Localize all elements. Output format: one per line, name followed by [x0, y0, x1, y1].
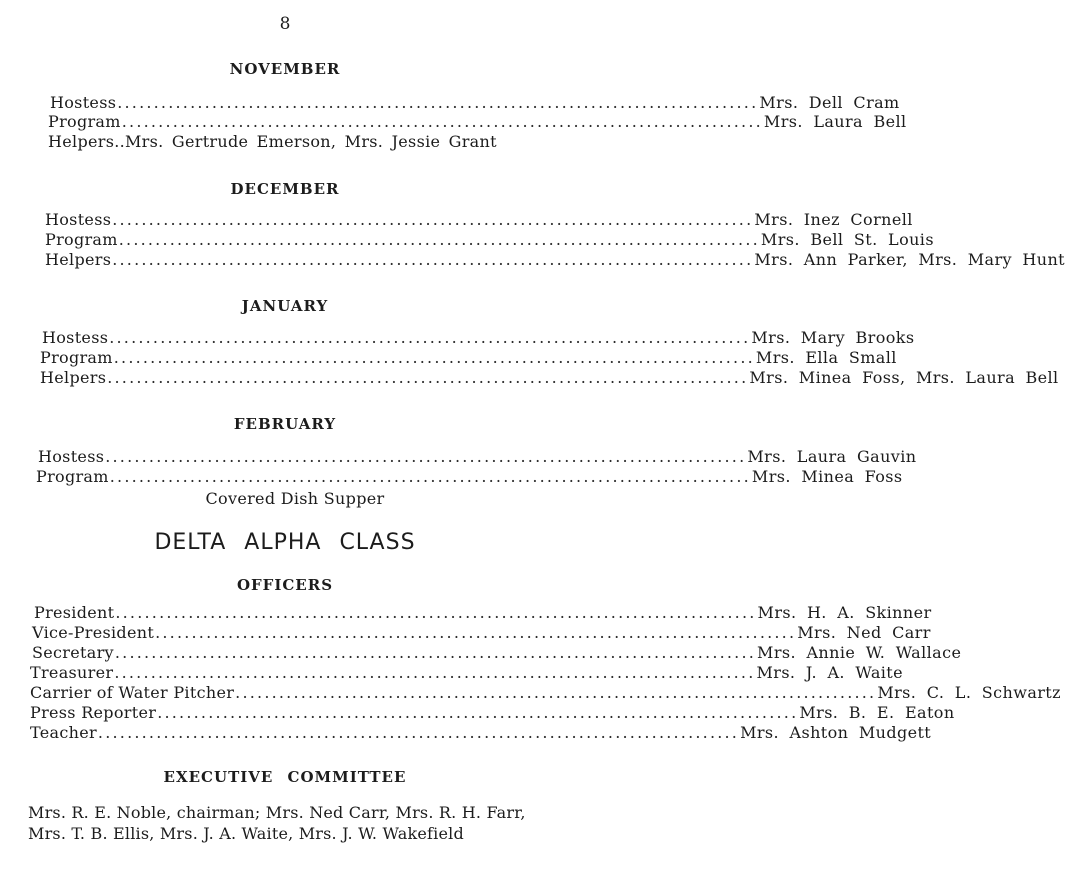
november-heading: NOVEMBER [229, 60, 341, 78]
role-label: Secretary [32, 643, 114, 662]
december-program [45, 230, 934, 249]
class-title: DELTA ALPHA CLASS [154, 530, 416, 555]
person-name: Mrs. Laura Gauvin [747, 447, 917, 466]
role-label: Hostess [50, 93, 117, 112]
leader-dots: ........................................................................................ [115, 603, 757, 622]
role-label: Program [45, 230, 118, 249]
november-hostess [50, 93, 900, 112]
leader-dots: ........................................................................................ [117, 93, 759, 112]
role-label: Helpers [40, 368, 107, 387]
leader-dots: ........................................................................................ [118, 230, 760, 249]
officer-teacher [30, 723, 932, 742]
role-label: Treasurer [30, 663, 114, 682]
officer-treasurer [30, 663, 903, 682]
person-name: Mrs. Minea Foss [751, 467, 903, 486]
role-label: Hostess [45, 210, 112, 229]
officer-secretary [32, 643, 962, 662]
january-heading: JANUARY [241, 297, 329, 315]
role-label: Teacher [30, 723, 97, 742]
person-name: Mrs. J. A. Waite [756, 663, 903, 682]
november-helpers: Helpers..Mrs. Gertrude Emerson, Mrs. Jessie Grant [48, 132, 497, 151]
role-label: Vice-President [32, 623, 155, 642]
person-name: Mrs. Mary Brooks [751, 328, 915, 347]
december-helpers [45, 250, 1065, 269]
officer-carrier [30, 683, 1061, 702]
december-heading: DECEMBER [230, 180, 340, 198]
december-hostess [45, 210, 913, 229]
person-name: Mrs. B. E. Eaton [799, 703, 955, 722]
role-label: Press Reporter [30, 703, 157, 722]
page-number: 8 [279, 14, 291, 34]
officers-heading: OFFICERS [236, 576, 334, 594]
role-label: Program [48, 112, 121, 131]
person-name: Mrs. Minea Foss, Mrs. Laura Bell [749, 368, 1059, 387]
november-program [48, 112, 907, 131]
leader-dots: ........................................................................................ [113, 348, 755, 367]
role-label: Carrier of Water Pitcher [30, 683, 235, 702]
person-name: Mrs. H. A. Skinner [757, 603, 932, 622]
leader-dots: ........................................................................................ [114, 663, 756, 682]
leader-dots: ........................................................................................ [114, 643, 757, 662]
person-name: Mrs. Ella Small [755, 348, 897, 367]
february-note: Covered Dish Supper [205, 489, 385, 508]
role-label: Program [40, 348, 113, 367]
officer-vice-president [32, 623, 931, 642]
february-heading: FEBRUARY [233, 415, 337, 433]
person-name: Mrs. C. L. Schwartz [877, 683, 1061, 702]
role-label: Hostess [38, 447, 105, 466]
person-name: Mrs. Dell Cram [759, 93, 900, 112]
january-hostess [42, 328, 915, 347]
january-program [40, 348, 897, 367]
january-helpers [40, 368, 1059, 387]
person-name: Mrs. Annie W. Wallace [757, 643, 962, 662]
person-name: Mrs. Laura Bell [763, 112, 907, 131]
executive-heading: EXECUTIVE COMMITTEE [163, 768, 407, 786]
leader-dots: ........................................................................................ [121, 112, 763, 131]
executive-members: Mrs. R. E. Noble, chairman; Mrs. Ned Carr, Mrs. R. H. Farr, Mrs. T. B. Ellis, Mrs. J. A. Waite, Mrs. J. W. Wakefield [28, 803, 526, 843]
leader-dots: ........................................................................................ [235, 683, 877, 702]
person-name: Mrs. Inez Cornell [754, 210, 913, 229]
leader-dots: ........................................................................................ [112, 250, 754, 269]
role-label: President [34, 603, 115, 622]
leader-dots: ........................................................................................ [105, 447, 747, 466]
leader-dots: ........................................................................................ [155, 623, 797, 642]
leader-dots: ........................................................................................ [109, 328, 751, 347]
leader-dots: ........................................................................................ [112, 210, 754, 229]
role-label: Program [36, 467, 109, 486]
person-name: Mrs. Ashton Mudgett [740, 723, 932, 742]
person-name: Mrs. Ned Carr [797, 623, 931, 642]
february-hostess [38, 447, 917, 466]
leader-dots: ........................................................................................ [157, 703, 799, 722]
officer-press-reporter [30, 703, 955, 722]
officer-president [34, 603, 932, 622]
role-label: Hostess [42, 328, 109, 347]
person-name: Mrs. Ann Parker, Mrs. Mary Hunt [754, 250, 1065, 269]
leader-dots: ........................................................................................ [109, 467, 751, 486]
leader-dots: ........................................................................................ [97, 723, 740, 742]
role-label: Helpers [45, 250, 112, 269]
february-program [36, 467, 903, 486]
leader-dots: ........................................................................................ [107, 368, 749, 387]
person-name: Mrs. Bell St. Louis [760, 230, 934, 249]
